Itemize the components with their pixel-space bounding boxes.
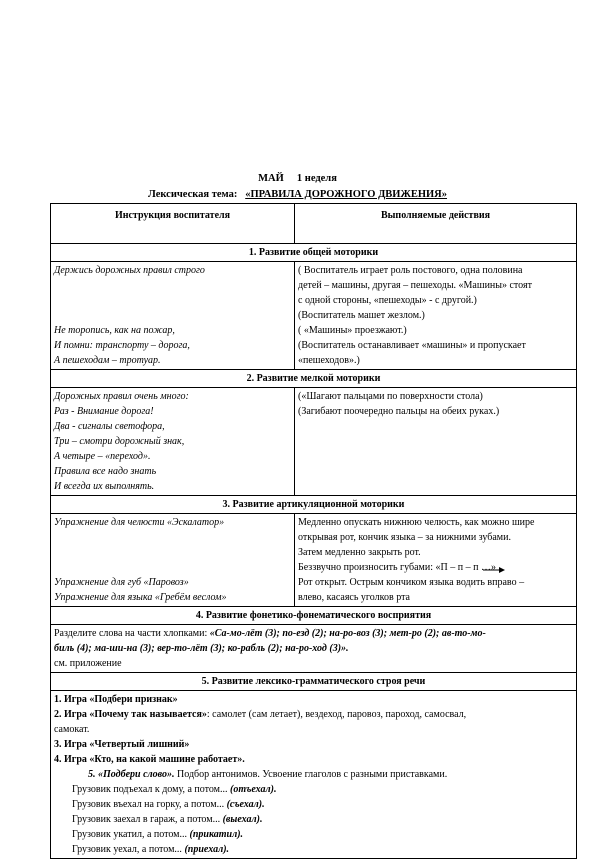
action-line: Рот открыт. Острым кончиком языка водить вправо – (298, 577, 525, 588)
section-title-4: 4. Развитие фонетико-фонематического восприятия (51, 607, 577, 625)
game-item: 1. Игра «Подбери признак» (54, 694, 178, 705)
table-row (51, 625, 577, 673)
action-line: Затем медленно закрыть рот. (298, 547, 421, 558)
right-arrow-icon (483, 566, 505, 574)
action-line: открывая рот, кончик языка – за нижними зубами. (298, 532, 511, 543)
exercise-name: Упражнение для челюсти «Эскалатор» (54, 517, 225, 528)
action-line: детей – машины, другая – пешеходы. «Машины» стоят (298, 280, 532, 291)
verse-line: И всегда их выполнять. (54, 481, 155, 492)
action-line: влево, касаясь уголков рта (298, 592, 410, 603)
section-header (51, 673, 577, 691)
action-line: ( «Машины» проезжают.) (298, 325, 407, 336)
action-cell (295, 388, 577, 496)
game-item: 4. Игра «Кто, на какой машине работает». (54, 754, 245, 765)
verse-line: Дорожных правил очень много: (54, 391, 189, 402)
section-header (51, 370, 577, 388)
action-line: (Воспитатель останавливает «машины» и пропускает (298, 340, 526, 351)
action-line: с одной стороны, «пешеходы» - с другой.) (298, 295, 477, 306)
verse-line: Держись дорожных правил строго (54, 265, 205, 276)
section-header (51, 607, 577, 625)
game-desc: Подбор антонимов. Усвоение глаголов с разными приставками. (174, 769, 448, 780)
section-header (51, 244, 577, 262)
action-line: Медленно опускать нижнюю челюсть, как можно шире (298, 517, 535, 528)
lesson-table (50, 203, 577, 859)
table-row (51, 514, 577, 607)
verse-line: А пешеходам – тротуар. (54, 355, 161, 366)
topic-prefix: Лексическая тема: (147, 189, 238, 200)
verse-line: А четыре – «переход». (54, 451, 151, 462)
verse-line: Два - сигналы светофора, (54, 421, 165, 432)
example-line: Грузовик подъехал к дому, а потом... (отъехал). (72, 784, 277, 795)
game-desc: : самолет (сам летает), вездеход, паровоз, пароход, самосвал, (206, 709, 467, 720)
example-line: Грузовик уехал, а потом... (приехал). (72, 844, 230, 855)
example-line: Грузовик заехал в гараж, а потом... (выехал). (72, 814, 263, 825)
action-cell (295, 262, 577, 370)
action-cell (295, 514, 577, 607)
title-month: МАЙ (258, 173, 284, 184)
action-line: ( Воспитатель играет роль постового, одна половина (298, 265, 523, 276)
table-row (51, 691, 577, 859)
action-line: («Шагают пальцами по поверхности стола) (298, 391, 483, 402)
syllable-words: биль (4); ма-ши-на (3); вер-то-лёт (3); ко-рабль (2); на-ро-ход (3)». (54, 643, 349, 654)
task-text: Разделите слова на части хлопками: (54, 628, 210, 639)
verse-line: Раз - Внимание дорога! (54, 406, 154, 417)
action-line: (Загибают поочередно пальцы на обеих руках.) (298, 406, 500, 417)
section-title-1: 1. Развитие общей моторики (51, 244, 577, 262)
action-line: (Воспитатель машет жезлом.) (298, 310, 425, 321)
exercise-name: Упражнение для губ «Паровоз» (54, 577, 189, 588)
syllable-words: «Са-мо-лёт (3); по-езд (2); на-ро-воз (3); мет-ро (2); ав-то-мо- (209, 628, 486, 639)
action-line: «пешеходов».) (298, 355, 360, 366)
example-line: Грузовик укатил, а потом... (прикатил). (72, 829, 244, 840)
instruction-cell (51, 388, 295, 496)
table-row (51, 262, 577, 370)
title-week: 1 неделя (296, 173, 337, 184)
game-item: 3. Игра «Четвертый лишний» (54, 739, 190, 750)
game-desc: самокат. (54, 724, 90, 735)
verse-line: Не торопись, как на пожар, (54, 325, 175, 336)
page-title (0, 171, 595, 186)
section-header (51, 496, 577, 514)
lexical-topic (0, 187, 595, 202)
game-item: 5. «Подбери слово». (88, 769, 175, 780)
section-title-5: 5. Развитие лексико-грамматического строя речи (51, 673, 577, 691)
col-header-instructions: Инструкция воспитателя (51, 204, 295, 244)
instruction-cell (51, 262, 295, 370)
verse-line: Три – смотри дорожный знак, (54, 436, 185, 447)
game-item: 2. Игра «Почему так называется» (54, 709, 207, 720)
instruction-cell (51, 514, 295, 607)
col-header-actions: Выполняемые действия (295, 204, 577, 244)
action-line: Беззвучно произносить губами: «П – п – п …» (298, 562, 496, 573)
section-title-3: 3. Развитие артикуляционной моторики (51, 496, 577, 514)
verse-line: Правила все надо знать (54, 466, 157, 477)
games-cell (51, 691, 577, 859)
table-row (51, 388, 577, 496)
syllable-task-cell (51, 625, 577, 673)
verse-line: И помни: транспорту – дорога, (54, 340, 190, 351)
appendix-note: см. приложение (54, 658, 122, 669)
example-line: Грузовик въехал на горку, а потом... (съехал). (72, 799, 265, 810)
table-header-row (51, 204, 577, 244)
topic-name: «ПРАВИЛА ДОРОЖНОГО ДВИЖЕНИЯ» (245, 189, 448, 200)
section-title-2: 2. Развитие мелкой моторики (51, 370, 577, 388)
exercise-name: Упражнение для языка «Гребём веслом» (54, 592, 227, 603)
